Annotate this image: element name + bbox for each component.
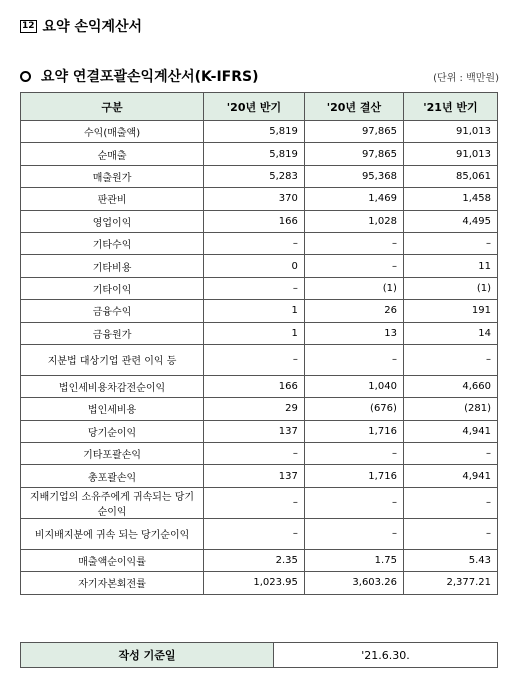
row-label: 지분법 대상기업 관련 이익 등 bbox=[21, 344, 204, 375]
row-label: 매출원가 bbox=[21, 165, 204, 187]
row-value: 1.75 bbox=[304, 549, 403, 571]
row-value: 1 bbox=[204, 322, 305, 344]
row-value: 11 bbox=[403, 255, 497, 277]
footer-label: 작성 기준일 bbox=[21, 643, 274, 668]
row-value: 4,495 bbox=[403, 210, 497, 232]
row-value: (676) bbox=[304, 398, 403, 420]
row-value: (1) bbox=[403, 277, 497, 299]
row-value: 95,368 bbox=[304, 165, 403, 187]
table-row bbox=[21, 375, 498, 397]
row-label: 자기자본회전률 bbox=[21, 572, 204, 594]
row-label: 법인세비용 bbox=[21, 398, 204, 420]
row-label: 판관비 bbox=[21, 188, 204, 210]
table-row bbox=[21, 420, 498, 442]
unit-label: (단위 : 백만원) bbox=[433, 72, 499, 84]
row-label: 매출액순이익률 bbox=[21, 549, 204, 571]
row-value: – bbox=[204, 277, 305, 299]
row-label: 기타비용 bbox=[21, 255, 204, 277]
row-value: – bbox=[403, 344, 497, 375]
row-value: 166 bbox=[204, 375, 305, 397]
row-value: 5,819 bbox=[204, 143, 305, 165]
row-value: 166 bbox=[204, 210, 305, 232]
table-row bbox=[21, 210, 498, 232]
table-row bbox=[21, 344, 498, 375]
section-number: 12 bbox=[22, 20, 35, 31]
table-row bbox=[21, 277, 498, 299]
row-label: 비지배지분에 귀속 되는 당기순이익 bbox=[21, 518, 204, 549]
row-value: 5,819 bbox=[204, 121, 305, 143]
row-value: 1,716 bbox=[304, 465, 403, 487]
section-title: 요약 손익계산서 bbox=[42, 19, 143, 35]
table-row bbox=[21, 398, 498, 420]
row-value: 1,469 bbox=[304, 188, 403, 210]
footer-table bbox=[20, 642, 498, 668]
table-row bbox=[21, 572, 498, 594]
row-label: 순매출 bbox=[21, 143, 204, 165]
column-header: '20년 반기 bbox=[204, 93, 305, 121]
row-value: 26 bbox=[304, 300, 403, 322]
row-value: 0 bbox=[204, 255, 305, 277]
row-value: – bbox=[204, 518, 305, 549]
row-label: 당기순이익 bbox=[21, 420, 204, 442]
row-value: 4,941 bbox=[403, 420, 497, 442]
row-value: 97,865 bbox=[304, 121, 403, 143]
row-value: 137 bbox=[204, 420, 305, 442]
row-value: 1,716 bbox=[304, 420, 403, 442]
table-row bbox=[21, 165, 498, 187]
row-value: – bbox=[403, 487, 497, 518]
row-value: 3,603.26 bbox=[304, 572, 403, 594]
table-row bbox=[21, 300, 498, 322]
table-row bbox=[21, 443, 498, 465]
section-heading bbox=[20, 16, 142, 36]
footer-value: '21.6.30. bbox=[274, 643, 498, 668]
row-label: 기타수익 bbox=[21, 232, 204, 254]
row-value: – bbox=[304, 344, 403, 375]
table-row bbox=[21, 549, 498, 571]
row-value: 85,061 bbox=[403, 165, 497, 187]
table-row bbox=[21, 232, 498, 254]
row-label: 기타이익 bbox=[21, 277, 204, 299]
row-value: 91,013 bbox=[403, 121, 497, 143]
row-value: 370 bbox=[204, 188, 305, 210]
table-row bbox=[21, 255, 498, 277]
row-value: 1,040 bbox=[304, 375, 403, 397]
table-row bbox=[21, 465, 498, 487]
row-value: 2,377.21 bbox=[403, 572, 497, 594]
row-label: 기타포괄손익 bbox=[21, 443, 204, 465]
row-value: 1 bbox=[204, 300, 305, 322]
column-header: 구분 bbox=[21, 93, 204, 121]
column-header: '20년 결산 bbox=[304, 93, 403, 121]
table-row bbox=[21, 487, 498, 518]
table-row bbox=[21, 188, 498, 210]
row-label: 총포괄손익 bbox=[21, 465, 204, 487]
table-body bbox=[21, 121, 498, 595]
row-value: – bbox=[304, 443, 403, 465]
row-value: 97,865 bbox=[304, 143, 403, 165]
row-label: 영업이익 bbox=[21, 210, 204, 232]
row-label: 금융수익 bbox=[21, 300, 204, 322]
row-value: 4,660 bbox=[403, 375, 497, 397]
subtitle bbox=[20, 66, 259, 86]
row-value: 1,458 bbox=[403, 188, 497, 210]
row-value: – bbox=[403, 443, 497, 465]
table-header-row bbox=[21, 93, 498, 121]
row-value: – bbox=[204, 487, 305, 518]
row-value: – bbox=[204, 443, 305, 465]
row-label: 금융원가 bbox=[21, 322, 204, 344]
row-value: 13 bbox=[304, 322, 403, 344]
table-row bbox=[21, 143, 498, 165]
row-value: 1,023.95 bbox=[204, 572, 305, 594]
row-value: 91,013 bbox=[403, 143, 497, 165]
row-value: 5,283 bbox=[204, 165, 305, 187]
table-row bbox=[21, 518, 498, 549]
table-row bbox=[21, 121, 498, 143]
row-value: – bbox=[304, 255, 403, 277]
row-value: – bbox=[304, 487, 403, 518]
column-header: '21년 반기 bbox=[403, 93, 497, 121]
row-value: 29 bbox=[204, 398, 305, 420]
footer-row bbox=[21, 643, 498, 668]
subtitle-row bbox=[20, 66, 499, 86]
row-value: 191 bbox=[403, 300, 497, 322]
row-value: – bbox=[403, 518, 497, 549]
row-value: 4,941 bbox=[403, 465, 497, 487]
row-value: 137 bbox=[204, 465, 305, 487]
row-value: 1,028 bbox=[304, 210, 403, 232]
subtitle-text: 요약 연결포괄손익계산서(K-IFRS) bbox=[41, 69, 259, 85]
row-value: – bbox=[304, 232, 403, 254]
row-label: 수익(매출액) bbox=[21, 121, 204, 143]
row-value: 5.43 bbox=[403, 549, 497, 571]
row-label: 법인세비용차감전순이익 bbox=[21, 375, 204, 397]
row-value: – bbox=[204, 344, 305, 375]
row-value: – bbox=[304, 518, 403, 549]
row-value: – bbox=[204, 232, 305, 254]
row-value: 14 bbox=[403, 322, 497, 344]
row-value: 2.35 bbox=[204, 549, 305, 571]
row-value: (281) bbox=[403, 398, 497, 420]
row-value: (1) bbox=[304, 277, 403, 299]
table-row bbox=[21, 322, 498, 344]
row-label: 지배기업의 소유주에게 귀속되는 당기순이익 bbox=[21, 487, 204, 518]
income-statement-table bbox=[20, 92, 498, 595]
circle-bullet-icon bbox=[20, 71, 31, 82]
row-value: – bbox=[403, 232, 497, 254]
